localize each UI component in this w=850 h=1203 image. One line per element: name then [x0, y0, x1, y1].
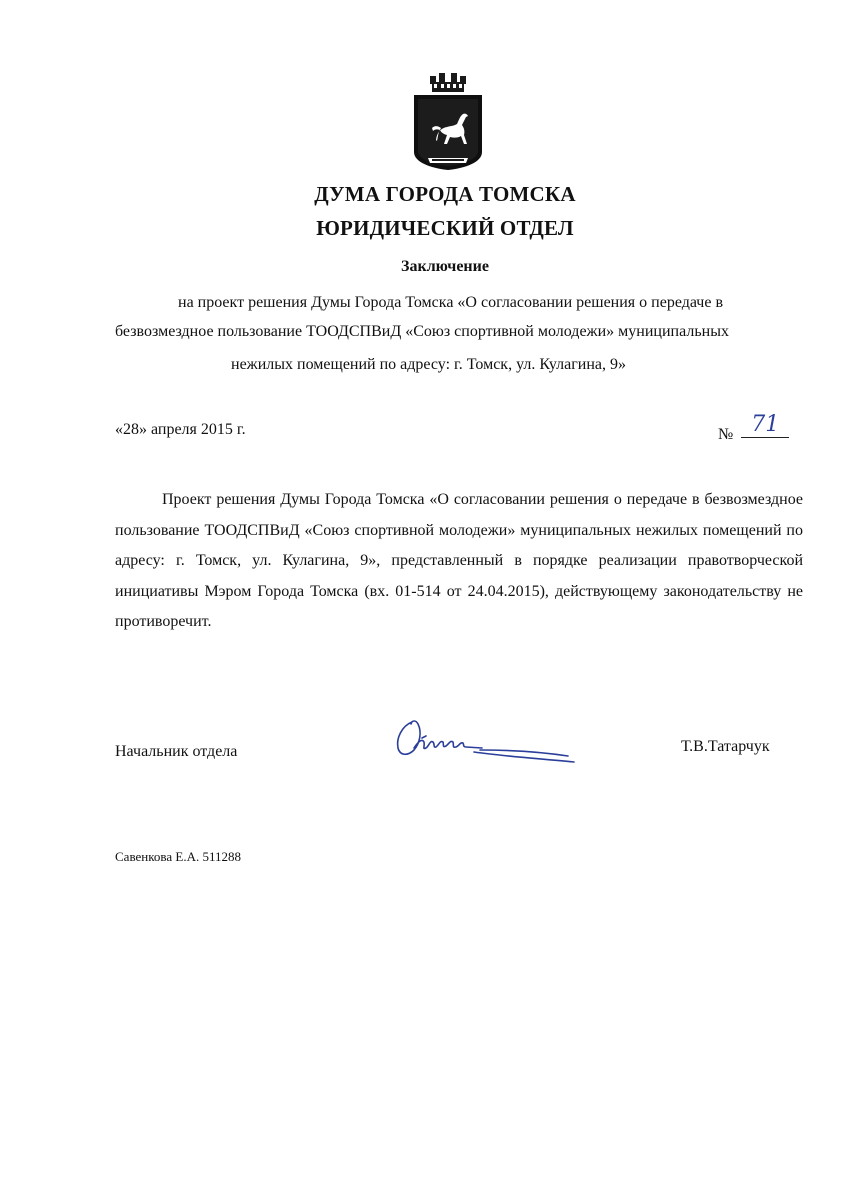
- subject-line: нежилых помещений по адресу: г. Томск, ул. Кулагина, 9»: [231, 356, 626, 373]
- signer-position: Начальник отдела: [115, 743, 238, 760]
- document-date: «28» апреля 2015 г.: [115, 421, 246, 438]
- department-title: ЮРИДИЧЕСКИЙ ОТДЕЛ: [316, 216, 574, 240]
- handwritten-signature-icon: [392, 712, 580, 772]
- number-sign: №: [718, 426, 734, 443]
- document-number: [718, 412, 789, 443]
- body-paragraph: Проект решения Думы Города Томска «О согласовании решения о передаче в безвозмездное пользование ТООДСПВиД «Союз спортивной молодежи» муниципальных нежилых помещений по адресу: г. Томск, ул. Кулагина, 9», представленный в порядке реализации правотворческой инициативы Мэром Города Томска (вх. 01-514 от 24.04.2015), действующему законодательству не противоречит.: [115, 491, 803, 630]
- executor-info: Савенкова Е.А. 511288: [115, 849, 241, 864]
- subject-line: безвозмездное пользование ТООДСПВиД «Союз спортивной молодежи» муниципальных: [115, 323, 729, 340]
- document-type-heading: Заключение: [401, 258, 489, 275]
- handwritten-number: 71: [741, 413, 789, 438]
- tomsk-coat-of-arms-icon: [410, 70, 486, 176]
- org-title: ДУМА ГОРОДА ТОМСКА: [314, 182, 576, 206]
- signer-name: Т.В.Татарчук: [681, 738, 770, 755]
- subject-line: на проект решения Думы Города Томска «О согласовании решения о передаче в: [178, 294, 724, 311]
